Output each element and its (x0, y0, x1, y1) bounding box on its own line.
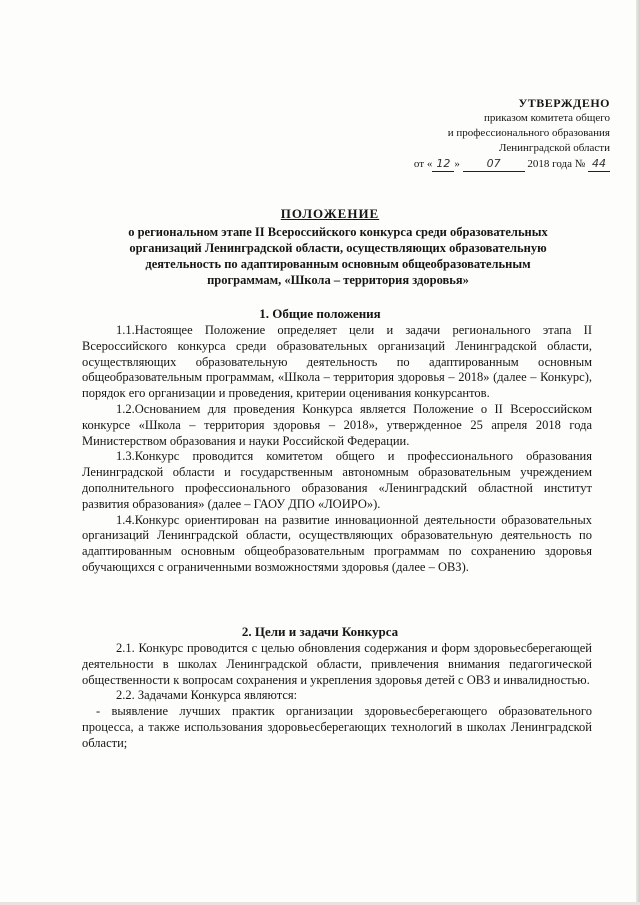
section-body-goals (82, 641, 592, 752)
paragraph-1-3: 1.3.Конкурс проводится комитетом общего и профессионального образования Ленинградской области и государственным автономным образовательным учреждением дополнительного профессионального образования «Ленинградский областной институт развития образования» (далее – ГАОУ ДПО «ЛОИРО»). (82, 449, 592, 511)
paragraph-1-4: 1.4.Конкурс ориентирован на развитие инновационной деятельности образовательных организаций Ленинградской области, осуществляющих образовательную деятельность по адаптированным основным общеобразовательным программам по сохранению здоровья обучающихся с ограниченными возможностями здоровья (далее – ОВЗ). (82, 512, 592, 574)
section-heading-goals: 2. Цели и задачи Конкурса (241, 624, 399, 639)
paragraph-2-2: 2.2. Задачами Конкурса являются: (116, 688, 298, 703)
handwritten-number: 44 (588, 156, 610, 172)
subtitle-line: программам, «Школа – территория здоровья» (207, 273, 469, 287)
approval-line: и профессионального образования (447, 127, 610, 139)
subtitle-line: деятельность по адаптированным основным общеобразовательным (145, 257, 531, 271)
date-year: 2018 года № (527, 158, 586, 170)
approval-date (370, 156, 610, 172)
approval-block (370, 96, 610, 172)
approval-line: приказом комитета общего (484, 112, 610, 124)
subtitle-line: о региональном этапе II Всероссийского конкурса среди образовательных (128, 225, 548, 239)
handwritten-day: 12 (432, 156, 454, 172)
scan-edge (636, 0, 640, 905)
paragraph-2-1: 2.1. Конкурс проводится с целью обновления содержания и форм здоровьесберегающей деятельности в школах Ленинградской области, привлечения внимания педагогической общественности к вопросам сохранения и укрепления здоровья детей с ОВЗ и инвалидностью. (82, 641, 592, 687)
paragraph-1-2: 1.2.Основанием для проведения Конкурса является Положение о II Всероссийском конкурсе «Школа – территория здоровья – 2018», утвержденное 25 апреля 2018 года Министерством образования и науки Российской Федерации. (82, 401, 592, 448)
document-title: ПОЛОЖЕНИЕ (280, 206, 380, 221)
handwritten-month: 07 (463, 156, 525, 172)
paragraph-1-1: 1.1.Настоящее Положение определяет цели и задачи регионального этапа II Всероссийского конкурса среди образовательных организаций Ленинградской области, осуществляющих образовательную деятельность по адаптированным основным общеобразовательным программам, «Школа – территория здоровья – 2018» (далее – Конкурс), порядок его организации и проведения, критерии оценивания конкурсантов. (82, 323, 592, 401)
section-heading-general: 1. Общие положения (259, 306, 381, 321)
document-subtitle (92, 224, 584, 288)
date-prefix: от « (413, 158, 433, 170)
section-body-general (82, 323, 592, 576)
date-mid: » (454, 158, 460, 170)
approval-head: УТВЕРЖДЕНО (518, 96, 610, 110)
approval-line: Ленинградской области (499, 142, 610, 154)
subtitle-line: организаций Ленинградской области, осуществляющих образовательную (129, 241, 547, 255)
list-item: - выявление лучших практик организации здоровьесберегающего образовательного процесса, а также использования здоровьесберегающих технологий в школах Ленинградской области; (82, 704, 592, 750)
